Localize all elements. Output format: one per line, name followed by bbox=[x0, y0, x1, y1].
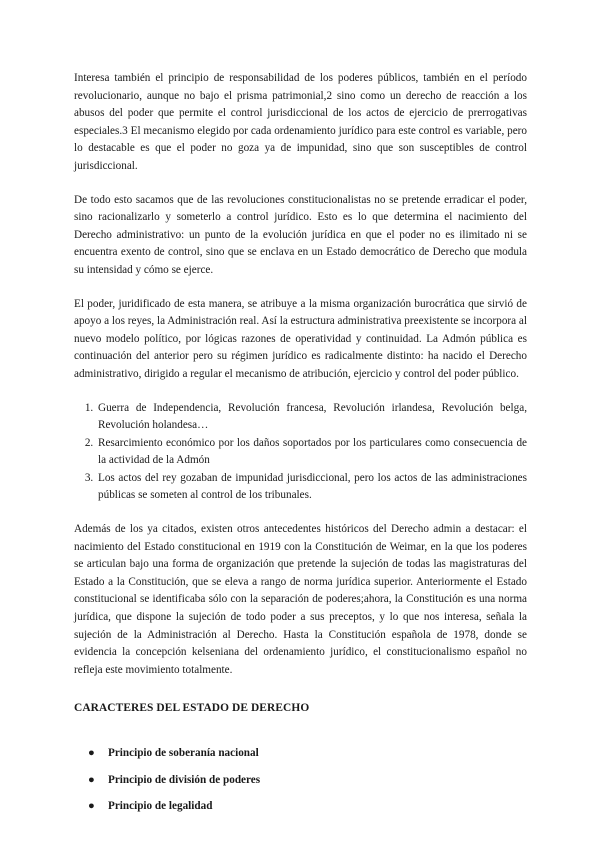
principle-item bbox=[88, 745, 527, 763]
paragraph-antecedentes: Además de los ya citados, existen otros antecedentes históricos del Derecho admin a destacar: el nacimiento del Estado constitucional en 1919 con la Constitución de Weimar, en la que los poderes se articulan bajo una forma de organización que pretende la sujeción de todas las magistraturas del Estado a la Constitución, que se eleva a rango de norma jurídica superior. Anteriormente el Estado constitucional se identificaba sólo con la separación de poderes;ahora, la Constitución es una norma jurídica, que dispone la sujeción de todo poder a sus preceptos, y lo que nos interesa, señala la sujeción de la Administración al Derecho. Hasta la Constitución española de 1978, donde se evidencia la concepción kelseniana del ordenamiento jurídico, el constitucionalismo español no refleja este movimiento totalmente. bbox=[74, 523, 527, 676]
bullet-icon: ● bbox=[88, 747, 95, 759]
principle-item bbox=[88, 798, 527, 816]
paragraph-responsabilidad: Interesa también el principio de responsabilidad de los poderes públicos, también en el período revolucionario, aunque no bajo el prisma patrimonial,2 sino como un derecho de reacción a los abusos del poder que permite el control jurisdiccional de los actos de ejercicio de prerrogativas especiales.3 El mecanismo elegido por cada ordenamiento jurídico para este control es variable, pero lo destacable es que el poder no goza ya de impunidad, sino que son susceptibles de control jurisdiccional. bbox=[74, 72, 527, 172]
section-heading: CARACTERES DEL ESTADO DE DERECHO bbox=[74, 702, 310, 715]
paragraph-poder-juridificado: El poder, juridificado de esta manera, se atribuye a la misma organización burocrática que sirvió de apoyo a los reyes, la Administración real. Así la estructura administrativa preexistente se incorpora al nuevo modelo político, por lógicas razones de operatividad y continuidad. La Admón pública es continuación del anterior pero su régimen jurídico es radicalmente distinto: ha nacido el Derecho administrativo, dirigido a regular el mecanismo de atribución, ejercicio y control del poder público. bbox=[74, 297, 527, 380]
paragraph-revoluciones: De todo esto sacamos que de las revoluciones constitucionalistas no se pretende erradicar el poder, sino racionalizarlo y someterlo a control jurídico. Esto es lo que determina el nacimiento del Derecho administrativo: un punto de la evolución jurídica en que el poder no es ilimitado ni se encuentra exento de control, sino que se enclava en un Estado democrático de Derecho que modula su intensidad y cómo se ejerce. bbox=[74, 193, 527, 276]
principle-label: Principio de legalidad bbox=[108, 800, 213, 813]
footnote-item: 1. Guerra de Independencia, Revolución francesa, Revolución irlandesa, Revolución belga, Revolución holandesa… bbox=[96, 400, 527, 435]
bullet-icon: ● bbox=[88, 800, 95, 813]
footnote-list bbox=[74, 400, 527, 506]
principle-item bbox=[88, 772, 527, 790]
bullet-icon: ● bbox=[88, 773, 95, 786]
footnote-item: 3. Los actos del rey gozaban de impunidad jurisdiccional, pero los actos de las administraciones públicas se someten al control de los tribunales. bbox=[96, 470, 527, 505]
principle-label: Principio de división de poderes bbox=[108, 773, 261, 786]
document-page bbox=[74, 70, 527, 825]
principles-list bbox=[74, 745, 527, 816]
principle-label: Principio de soberanía nacional bbox=[108, 747, 259, 759]
footnote-item: 2. Resarcimiento económico por los daños soportados por los particulares como consecuencia de la actividad de la Admón bbox=[96, 435, 527, 470]
